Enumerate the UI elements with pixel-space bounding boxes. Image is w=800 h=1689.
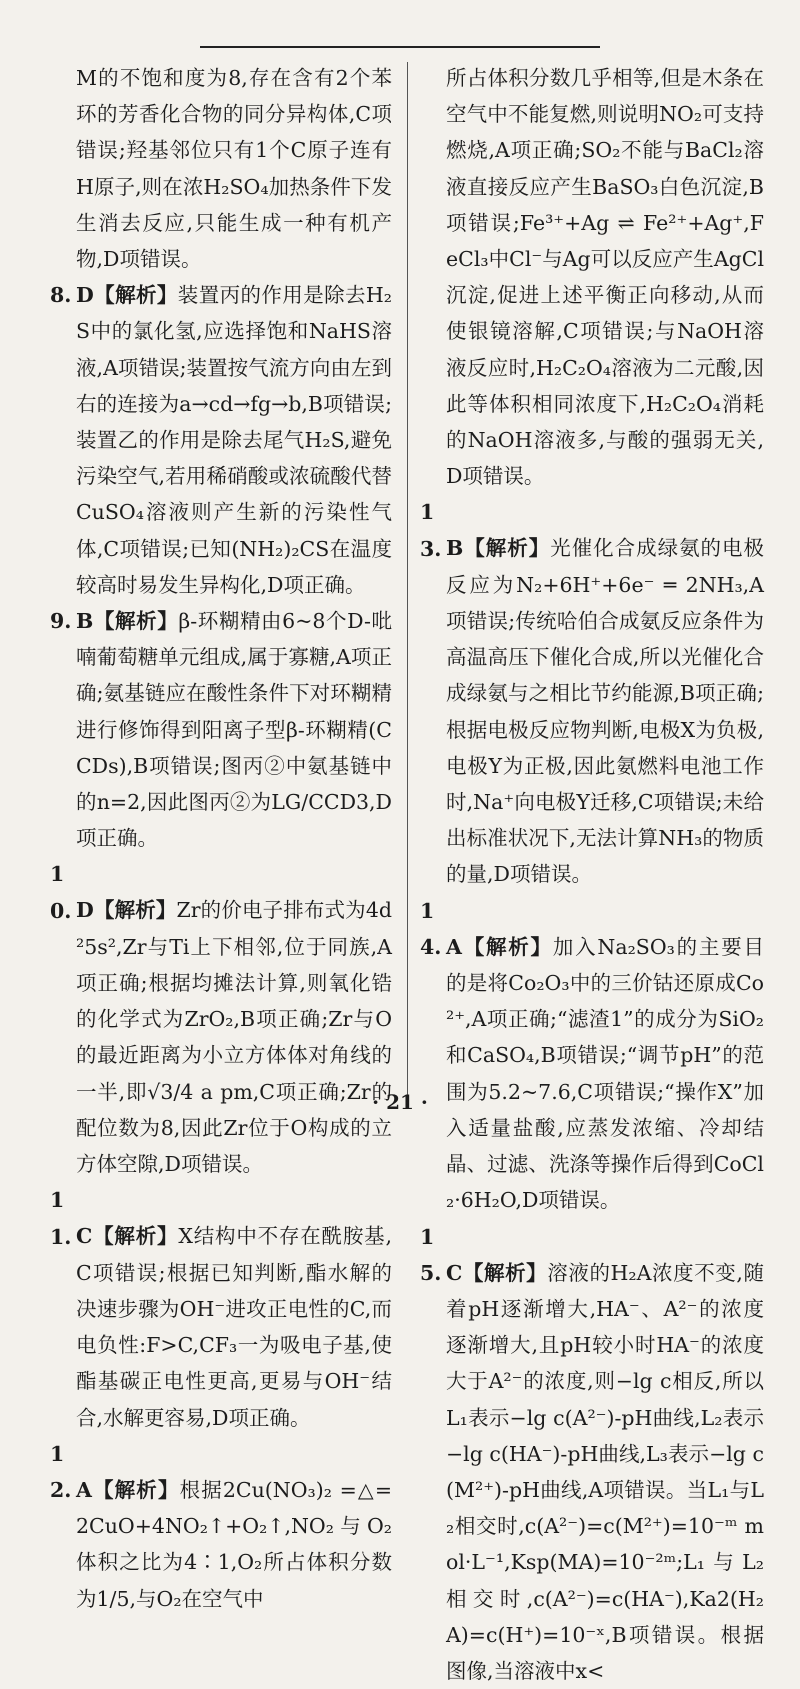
page-number: · 21 · xyxy=(0,1090,800,1114)
left-column xyxy=(50,60,392,1617)
analysis-tag: 【解析】 xyxy=(462,935,553,959)
column-divider xyxy=(407,62,408,1098)
answer-item-8 xyxy=(50,277,392,603)
item-number: 9. xyxy=(50,603,76,639)
item-answer: A xyxy=(76,1478,92,1502)
item-text: 加入Na₂SO₃的主要目的是将Co₂O₃中的三价钴还原成Co²⁺,A项正确;“滤渣1”的成分为SiO₂和CaSO₄,B项错误;“调节pH”的范围为5.2~7.6,C项错误;“操作X”加入适量盐酸,应蒸发浓缩、冷却结晶、过滤、洗涤等操作后得到CoCl₂·6H₂O,D项错误。 xyxy=(446,935,764,1212)
answer-item-9 xyxy=(50,603,392,856)
item-answer: C xyxy=(76,1225,92,1249)
left-continuation-paragraph: M的不饱和度为8,存在含有2个苯环的芳香化合物的同分异构体,C项错误;羟基邻位只有1个C原子连有H原子,则在浓H₂SO₄加热条件下发生消去反应,只能生成一种有机产物,D项错误。 xyxy=(50,60,392,277)
item-number: 13. xyxy=(420,494,446,566)
item-answer: D xyxy=(76,283,94,307)
item-number: 11. xyxy=(50,1182,76,1254)
item-number: 14. xyxy=(420,893,446,965)
analysis-tag: 【解析】 xyxy=(92,1225,178,1249)
item-answer: B xyxy=(446,537,463,561)
item-answer: B xyxy=(76,609,93,633)
item-text: β-环糊精由6~8个D-吡喃葡萄糖单元组成,属于寡糖,A项正确;氨基链应在酸性条件下对环糊精进行修饰得到阳离子型β-环糊精(CCDs),B项错误;图丙②中氨基链中的n=2,因此图丙②为LG/CCD3,D项正确。 xyxy=(76,609,392,850)
answer-item-13 xyxy=(420,494,764,892)
right-column xyxy=(420,60,764,1689)
item-answer: A xyxy=(446,935,462,959)
item-answer: D xyxy=(76,899,94,923)
item-text: 光催化合成绿氨的电极反应为N₂+6H⁺+6e⁻ ═ 2NH₃,A项错误;传统哈伯合成氨反应条件为高温高压下催化合成,所以光催化合成绿氨与之相比节约能源,B项正确;根据电极反应物判断,电极X为负极,电极Y为正极,因此氨燃料电池工作时,Na⁺向电极Y迁移,C项错误;未给出标准状况下,无法计算NH₃的物质的量,D项错误。 xyxy=(446,537,764,887)
item-text: X结构中不存在酰胺基,C项错误;根据已知判断,酯水解的决速步骤为OH⁻进攻正电性的C,而电负性:F>C,CF₃一为吸电子基,使酯基碳正电性更高,更易与OH⁻结合,水解更容易,D项正确。 xyxy=(76,1225,392,1430)
item-text: 根据2Cu(NO₃)₂ =△= 2CuO+4NO₂↑+O₂↑,NO₂与O₂体积之比为4∶1,O₂所占体积分数为1/5,与O₂在空气中 xyxy=(76,1478,392,1611)
answer-item-10 xyxy=(50,856,392,1182)
answer-item-11 xyxy=(50,1182,392,1435)
item-number: 15. xyxy=(420,1219,446,1291)
item-text: 装置丙的作用是除去H₂S中的氯化氢,应选择饱和NaHS溶液,A项错误;装置按气流方向由左到右的连接为a→cd→fg→b,B项错误;装置乙的作用是除去尾气H₂S,避免污染空气,若用稀硝酸或浓硫酸代替CuSO₄溶液则产生新的污染性气体,C项错误;已知(NH₂)₂CS在温度较高时易发生异构化,D项正确。 xyxy=(76,283,392,597)
answer-item-14 xyxy=(420,893,764,1219)
answer-item-15 xyxy=(420,1219,764,1689)
item-text: Zr的价电子排布式为4d²5s²,Zr与Ti上下相邻,位于同族,A项正确;根据均摊法计算,则氧化锆的化学式为ZrO₂,B项正确;Zr与O的最近距离为小立方体体对角线的一半,即√3/4 a pm,C项正确;Zr的配位数为8,因此Zr位于O构成的立方体空隙,D项错误。 xyxy=(76,899,392,1176)
item-number: 10. xyxy=(50,856,76,928)
header-rule xyxy=(200,46,600,48)
analysis-tag: 【解析】 xyxy=(94,283,178,307)
analysis-tag: 【解析】 xyxy=(463,537,550,561)
analysis-tag: 【解析】 xyxy=(462,1261,547,1285)
analysis-tag: 【解析】 xyxy=(94,899,177,923)
right-continuation-paragraph: 所占体积分数几乎相等,但是木条在空气中不能复燃,则说明NO₂可支持燃烧,A项正确;SO₂不能与BaCl₂溶液直接反应产生BaSO₃白色沉淀,B项错误;Fe³⁺+Ag ⇌ Fe²⁺+Ag⁺,FeCl₃中Cl⁻与Ag可以反应产生AgCl沉淀,促进上述平衡正向移动,从而使银镜溶解,C项错误;与NaOH溶液反应时,H₂C₂O₄溶液为二元酸,因此等体积相同浓度下,H₂C₂O₄消耗的NaOH溶液多,与酸的强弱无关,D项错误。 xyxy=(420,60,764,494)
item-number: 12. xyxy=(50,1436,76,1508)
item-number: 8. xyxy=(50,277,76,313)
analysis-tag: 【解析】 xyxy=(93,609,178,633)
analysis-tag: 【解析】 xyxy=(92,1478,180,1502)
item-text: 溶液的H₂A浓度不变,随着pH逐渐增大,HA⁻、A²⁻的浓度逐渐增大,且pH较小时HA⁻的浓度大于A²⁻的浓度,则−lg c相反,所以L₁表示−lg c(A²⁻)-pH曲线,L₂表示−lg c(HA⁻)-pH曲线,L₃表示−lg c(M²⁺)-pH曲线,A项错误。当L₁与L₂相交时,c(A²⁻)=c(M²⁺)=10⁻ᵐ mol·L⁻¹,Ksp(MA)=10⁻²ᵐ;L₁与L₂相交时,c(A²⁻)=c(HA⁻),Ka2(H₂A)=c(H⁺)=10⁻ˣ,B项错误。根据图像,当溶液中x< xyxy=(446,1261,764,1683)
answer-item-12 xyxy=(50,1436,392,1617)
item-answer: C xyxy=(446,1261,462,1285)
